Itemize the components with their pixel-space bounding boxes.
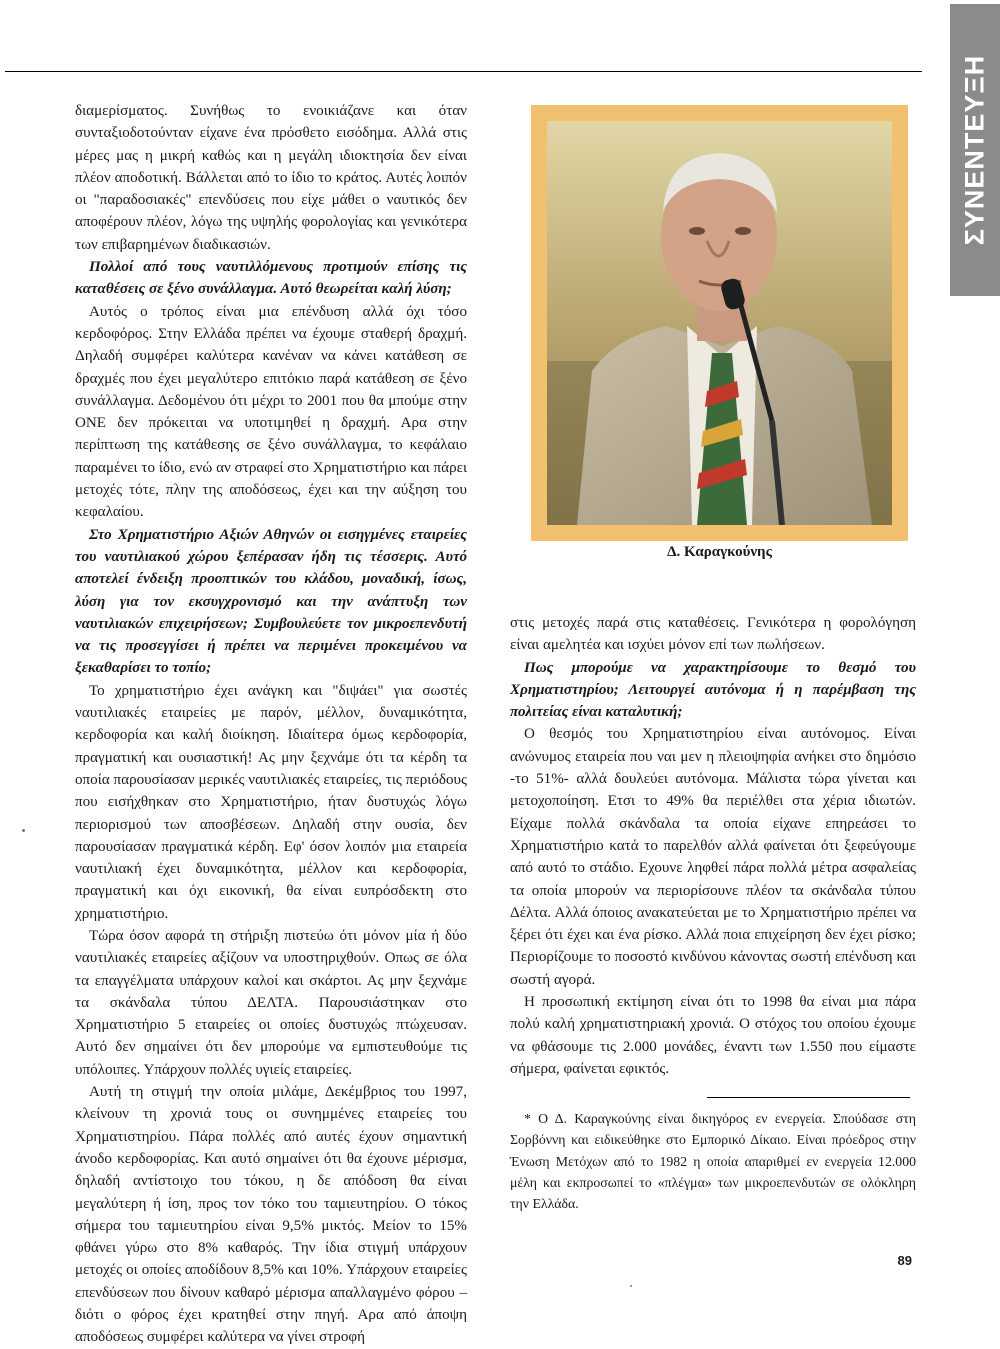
right-column-paragraph: στις μετοχές παρά στις καταθέσεις. Γενικότερα η φορολόγηση είναι αμελητέα και ισχύει μόνον επί των πωλήσεων. (510, 615, 916, 654)
left-column-paragraph: Αυτή τη στιγμή την οποία μιλάμε, Δεκέμβριος του 1997, κλείνουν τη χρονιά τους οι συνημμένες εταιρείες του Χρηματιστηρίου. Πάρα πολλές από αυτές έχουν σημαντική άνοδο κερδοφορίας. Και αυτό σημαίνει ότι θα έχουνε μέρισμα, δηλαδή αντίστοιχο του τόκου, η δε απόδοση θα είναι μεγαλύτερη ή ίση, προς τον τόκο του ταμιευτηρίου. Ο τόκος σήμερα του ταμιευτηρίου είναι 9,5% μικτός. Μείον το 15% φθάνει γύρω στο 8% καθαρός. Την ίδια στιγμή υπάρχουν μετοχές οι οποίες αποδίδουν 8,5% και 10%. Υπάρχουν εταιρείες επενδύσεων που δίνουν καθαρό μέρισμα απαλλαγμένο φόρου – διότι ο φόρος έχει κρατηθεί στην πηγή. Αρα από άποψη αποδόσεως συμφέρει καλύτερα να γίνει στροφή (75, 1084, 467, 1346)
right-column-paragraph: Ο θεσμός του Χρηματιστηρίου είναι αυτόνομος. Είναι ανώνυμος εταιρεία που ναι μεν η πλειοψηφία ανήκει στο δημόσιο -το 51%- αλλά δουλεύει αυτόνομα. Μάλιστα τώρα γίνεται και μετοχοποίηση. Ετσι το 49% θα περιέλθει στα χέρια ιδιωτών. Είχαμε πολλά σκάνδαλα τα οποία είχανε επηρεάσει το Χρηματιστήριο κατά το παρελθόν αλλά φαίνεται ότι ξεφεύγουμε από αυτό το στάδιο. Εχουνε ληφθεί πάρα πολλά μέτρα ασφαλείας τα οποία μπορούν να περιορίσουνε πλέον τα σκάνδαλα τύπου Δέλτα. Αλλά όποιος ανακατεύεται με το Χρηματιστήριο πρέπει να ξέρει ότι έχει και ένα ρίσκο. Αλλά ποια επιχείρηση δεν έχει ρίσκο; Περιορίζουμε το ποσοστό κινδύνου κάνοντας σωστή επένδυση και σωστή αγορά. (510, 726, 916, 988)
right-column-question: Πως μπορούμε να χαρακτηρίσουμε το θεσμό του Χρηματιστηρίου; Λειτουργεί αυτόνομα ή η παρέμβαση της πολιτείας είναι καταλυτική; (510, 659, 916, 721)
page-number: 89 (897, 1253, 912, 1268)
left-column (75, 100, 467, 1349)
header-rule (5, 71, 922, 72)
left-column-paragraph: Το χρηματιστήριο έχει ανάγκη και "διψάει" για σωστές ναυτιλιακές εταιρείες με παρόν, μέλλον, δυναμικότητα, κερδοφορία και καλή διοίκηση. Ιδιαίτερα όμως κερδοφορία, πραγματική και ουσιαστική! Ας μην ξεχνάμε ότι τα κέρδη τα οποία παρουσίασαν μερικές ναυτιλιακές εταιρείες, τις περιόδους που εισήχθηκαν στο Χρηματιστήριο, ήταν δυστυχώς λόγω περιορισμού των αποσβέσεων. Δηλαδή στην ουσία, δεν παρουσίασαν πραγματικά κέρδη. Εφ' όσον λοιπόν μια εταιρεία ναυτιλιακή έχει δυναμικότητα, μέλλον και κερδοφορία, πραγματική και όχι εικονική, θα είναι ευπρόσδεκτη στο χρηματιστήριο. (75, 682, 467, 922)
scan-speck (22, 829, 25, 832)
right-column-paragraph: Η προσωπική εκτίμηση είναι ότι το 1998 θα είναι μια πάρα πολύ καλή χρηματιστηριακή χρονιά. Ο στόχος του οποίου έχουμε να φθάσουμε τις 2.000 μονάδες, έναντι των 1.550 που είμαστε σήμερα, φαίνεται εφικτός. (510, 994, 916, 1077)
left-column-paragraph: Τώρα όσον αφορά τη στήριξη πιστεύω ότι μόνον μία ή δύο ναυτιλιακές εταιρείες αξίζουν να υποστηριχθούν. Οπως σε όλα τα επαγγέλματα υπάρχουν καλοί και σκάρτοι. Ας μην ξεχνάμε τα σκάνδαλα τύπου ΔΕΛΤΑ. Παρουσιάστηκαν στο Χρηματιστήριο 5 εταιρείες οι οποίες δυστυχώς πτώχευσαν. Αυτό δεν σημαίνει ότι δεν μπορούμε να εμπιστευθούμε τις υπόλοιπες. Υπάρχουν πολλές υγιείς εταιρείες. (75, 927, 467, 1078)
footnote-rule (707, 1097, 910, 1098)
footnote-text: * Ο Δ. Καραγκούνης είναι δικηγόρος εν ενεργεία. Σπούδασε στη Σορβόννη και ειδικεύθηκε στο Εμπορικό Δίκαιο. Είναι πρόεδρος στην Ένωση Μετόχων από το 1982 η οποία απαριθμεί εν ενεργεία 12.000 μέλη και εκπροσωπεί το «πλέγμα» των μικροεπενδυτών σε ολόκληρη την Ελλάδα. (510, 1111, 916, 1212)
right-column (510, 612, 916, 1080)
portrait-illustration (547, 121, 892, 525)
left-column-paragraph: διαμερίσματος. Συνήθως το ενοικιάζανε και όταν συνταξιοδοτούνταν είχανε ένα πρόσθετο εισόδημα. Αλλά στις μέρες μας η μικρή καθώς και η μεγάλη ιδιοκτησία δεν είναι πλέον αποδοτική. Βάλλεται από το ίδιο το κράτος. Αυτές λοιπόν οι "παραδοσιακές" επενδύσεις που είχε μάθει ο ναυτικός δεν αποφέρουν πλέον, λόγω της υψηλής φορολογίας και γενικότερα των επιβαρημένων διαδικασιών. (75, 103, 467, 253)
section-tab (950, 4, 1000, 296)
left-column-question: Στο Χρηματιστήριο Αξιών Αθηνών οι εισηγμένες εταιρείες του ναυτιλιακού χώρου ξεπέρασαν ήδη τις τέσσερις. Αυτό αποτελεί ένδειξη προοπτικών του κλάδου, μοναδική, ίσως, λύση για τον εκσυγχρονισμό και την ανάπτυξη των ναυτιλιακών επιχειρήσεων; Συμβουλεύετε τον μικροεπενδυτή να τις προσεγγίσει ή πρέπει να περιμένει προκειμένου να ξεκαθαρίσει το τοπίο; (75, 526, 467, 677)
left-column-question: Πολλοί από τους ναυτιλλόμενους προτιμούν επίσης τις καταθέσεις σε ξένο συνάλλαγμα. Αυτό θεωρείται καλή λύση; (75, 259, 467, 298)
scan-speck (630, 1285, 632, 1287)
portrait-photo (547, 121, 892, 525)
photo-frame (531, 105, 908, 541)
footnote (510, 1108, 916, 1214)
photo-caption: Δ. Καραγκούνης (667, 544, 772, 560)
left-column-paragraph: Αυτός ο τρόπος είναι μια επένδυση αλλά όχι τόσο κερδοφόρος. Στην Ελλάδα πρέπει να έχουμε σταθερή δραχμή. Δηλαδή συμφέρει καλύτερα κανέναν να κάνει κατάθεση σε δραχμές που έχει μεγαλύτερο επιτόκιο παρά κατάθεση σε ξένο συνάλλαγμα. Δεδομένου ότι μέχρι το 2001 που θα μπούμε στην ΟΝΕ δεν πρόκειται να υποτιμηθεί η δραχμή. Αρα στην περίπτωση της κατάθεσης σε ξένο συνάλλαγμα, το κεφάλαιο παραμένει το ίδιο, ενώ αν στραφεί στο Χρηματιστήριο και πάρει μετοχές τότε, πλην της αποδόσεως, έχει και την αύξηση του κεφαλαίου. (75, 303, 467, 521)
section-tab-label: ΣΥΝΕΝΤΕΥΞΗ (959, 54, 990, 246)
